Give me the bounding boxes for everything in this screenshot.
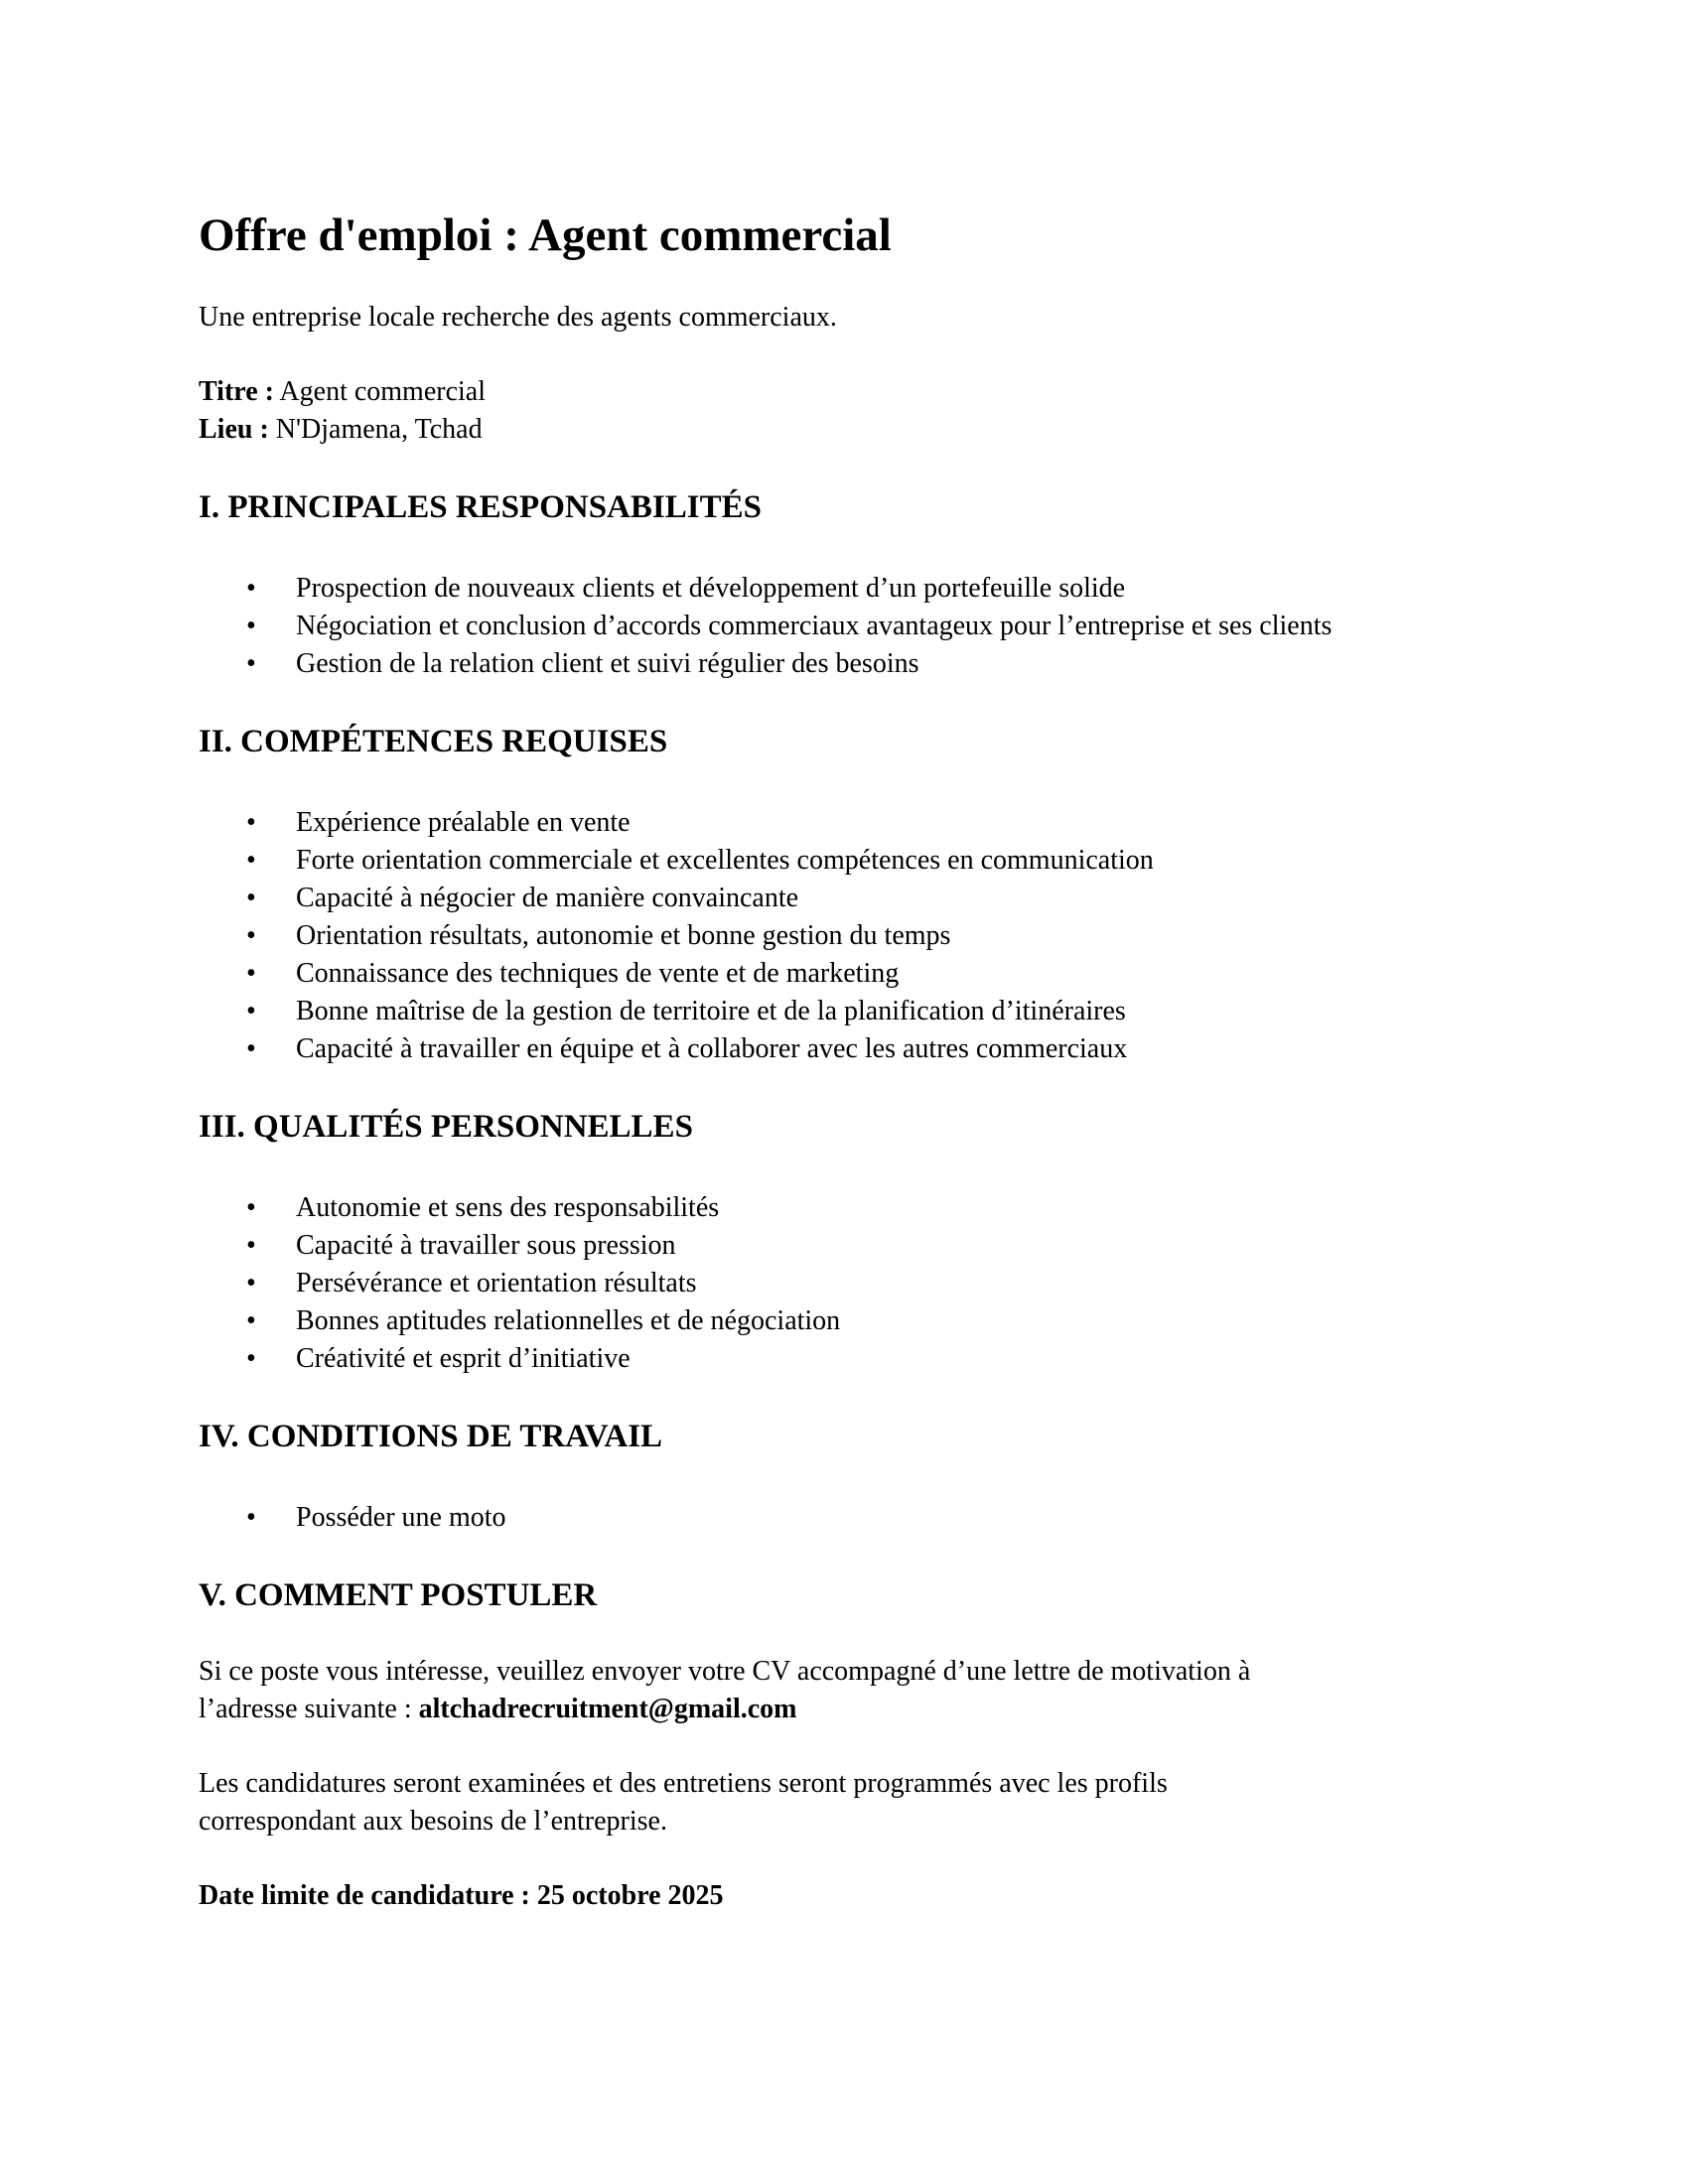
list-item: • Créativité et esprit d’initiative [199, 1340, 1489, 1378]
qualites-list [199, 1189, 1489, 1378]
section-heading-qualites: III. QUALITÉS PERSONNELLES [199, 1109, 693, 1145]
job-meta [199, 373, 1489, 449]
list-item: • Persévérance et orientation résultats [199, 1265, 1489, 1302]
apply-paragraph [199, 1653, 1489, 1728]
list-item: • Capacité à travailler en équipe et à collaborer avec les autres commerciaux [199, 1030, 1489, 1068]
section-heading-responsabilites: I. PRINCIPALES RESPONSABILITÉS [199, 489, 762, 525]
list-item: • Négociation et conclusion d’accords commerciaux avantageux pour l’entreprise et ses clients [199, 608, 1489, 645]
meta-lieu-value: N'Djamena, Tchad [275, 414, 483, 445]
conditions-list [199, 1499, 1489, 1537]
section-heading-competences: II. COMPÉTENCES REQUISES [199, 724, 668, 759]
meta-titre-value: Agent commercial [279, 376, 487, 407]
meta-titre-label: Titre : [199, 376, 274, 407]
page-title: Offre d'emploi : Agent commercial [199, 209, 892, 261]
intro-paragraph: Une entreprise locale recherche des agents commerciaux. [199, 302, 837, 333]
list-item: • Orientation résultats, autonomie et bonne gestion du temps [199, 917, 1489, 955]
section-heading-postuler: V. COMMENT POSTULER [199, 1577, 598, 1613]
deadline-line: Date limite de candidature : 25 octobre 2025 [199, 1880, 724, 1911]
list-item: • Expérience préalable en vente [199, 804, 1489, 842]
section-heading-conditions: IV. CONDITIONS DE TRAVAIL [199, 1419, 663, 1454]
list-item: • Autonomie et sens des responsabilités [199, 1189, 1489, 1227]
list-item: • Posséder une moto [199, 1499, 1489, 1537]
list-item: • Prospection de nouveaux clients et développement d’un portefeuille solide [199, 570, 1489, 608]
competences-list [199, 804, 1489, 1068]
apply-text-line2: l’adresse suivante : [199, 1694, 419, 1724]
list-item: • Gestion de la relation client et suivi régulier des besoins [199, 645, 1489, 683]
list-item: • Connaissance des techniques de vente et de marketing [199, 955, 1489, 993]
apply-text-line1: Si ce poste vous intéresse, veuillez envoyer votre CV accompagné d’une lettre de motivation à [199, 1656, 1251, 1687]
followup-line1: Les candidatures seront examinées et des entretiens seront programmés avec les profils [199, 1768, 1168, 1799]
list-item: • Capacité à négocier de manière convaincante [199, 880, 1489, 917]
list-item: • Bonne maîtrise de la gestion de territoire et de la planification d’itinéraires [199, 993, 1489, 1030]
meta-lieu-label: Lieu : [199, 414, 269, 445]
followup-paragraph [199, 1765, 1489, 1841]
followup-line2: correspondant aux besoins de l’entreprise. [199, 1806, 667, 1837]
list-item: • Capacité à travailler sous pression [199, 1227, 1489, 1265]
apply-email: altchadrecruitment@gmail.com [418, 1694, 797, 1724]
list-item: • Bonnes aptitudes relationnelles et de négociation [199, 1302, 1489, 1340]
list-item: • Forte orientation commerciale et excellentes compétences en communication [199, 842, 1489, 880]
responsabilites-list [199, 570, 1489, 683]
